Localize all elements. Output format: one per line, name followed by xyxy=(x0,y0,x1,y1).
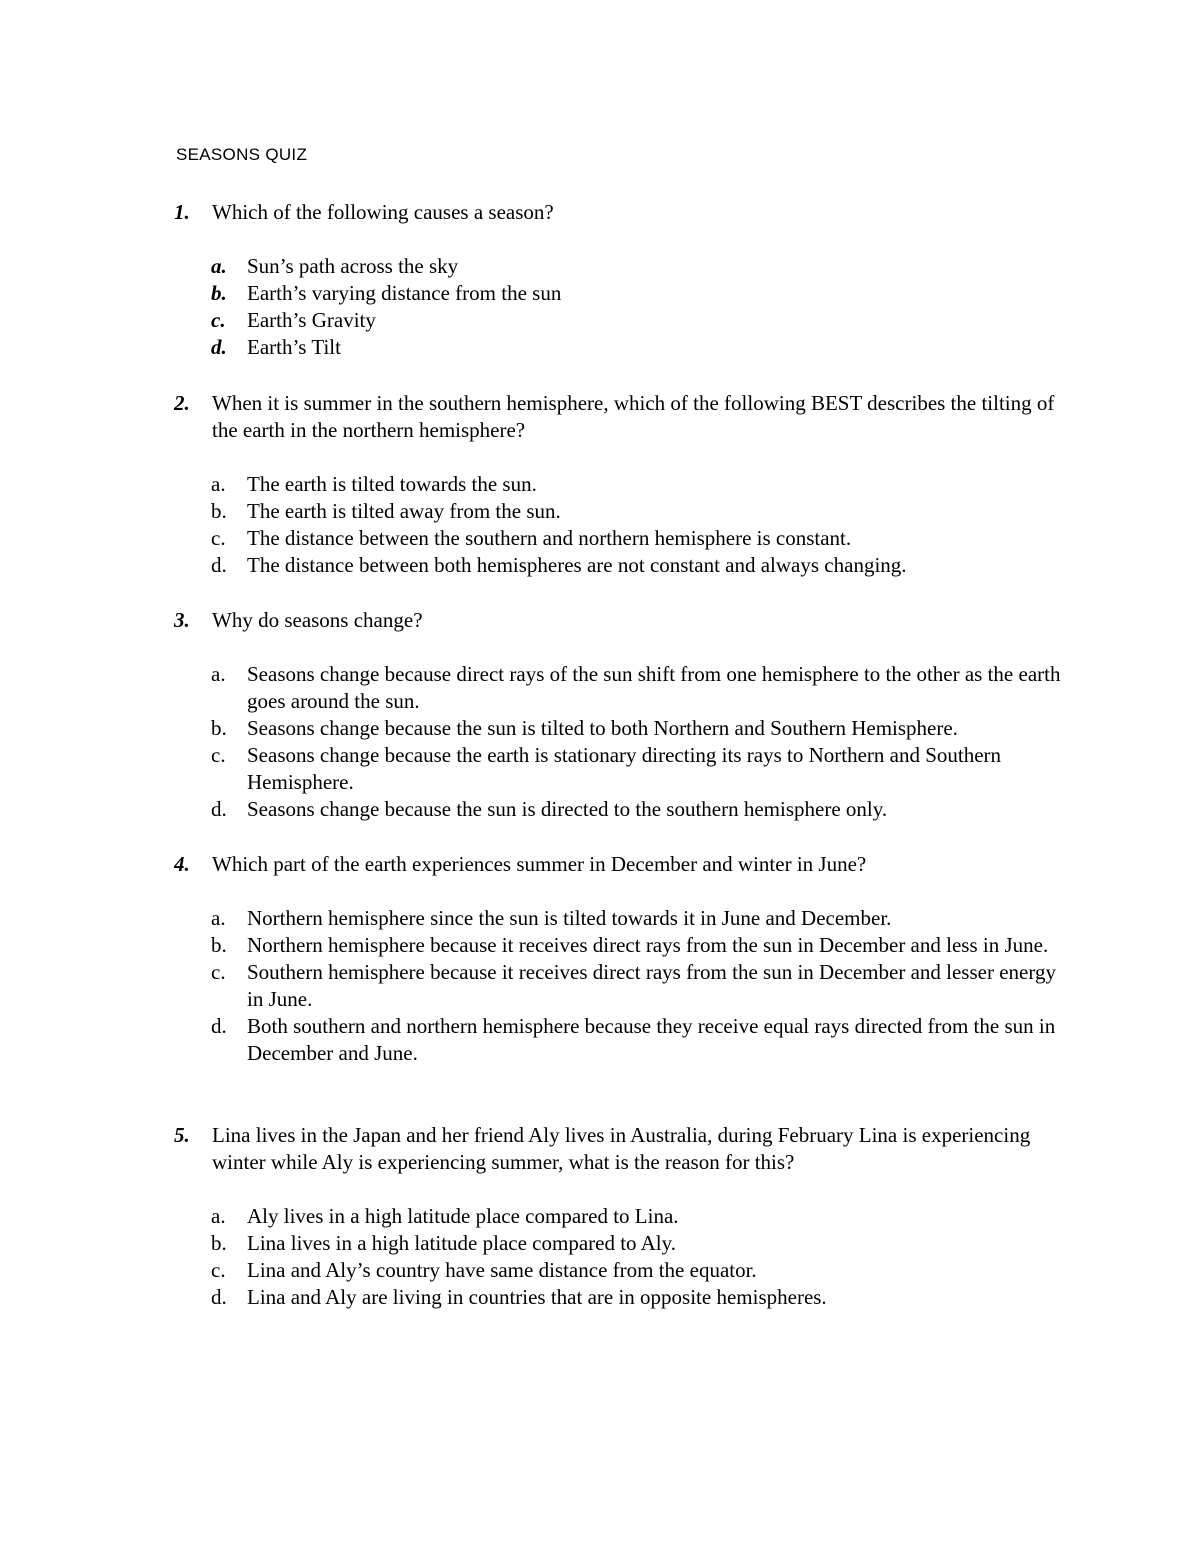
page-title: SEASONS QUIZ xyxy=(176,145,308,164)
option-letter: c. xyxy=(211,308,226,332)
question-text: Which part of the earth experiences summer in December and winter in June? xyxy=(212,852,867,876)
option-item xyxy=(0,959,1200,1013)
option-letter: a. xyxy=(211,906,226,930)
option-letter: c. xyxy=(211,960,226,984)
question-text: Why do seasons change? xyxy=(212,608,423,632)
question-1-options xyxy=(0,253,1200,361)
option-text: Southern hemisphere because it receives direct rays from the sun in December and lesser energy in June. xyxy=(247,960,1056,1011)
question-number: 3. xyxy=(174,608,190,632)
question-5-options xyxy=(0,1203,1200,1311)
option-letter: d. xyxy=(211,335,227,359)
question-text: Lina lives in the Japan and her friend Aly lives in Australia, during February Lina is experiencing winter while Aly is experiencing summer, what is the reason for this? xyxy=(212,1123,1031,1174)
option-letter: d. xyxy=(211,1285,227,1309)
option-text: Sun’s path across the sky xyxy=(247,254,459,278)
option-text: Lina lives in a high latitude place compared to Aly. xyxy=(247,1231,677,1255)
option-text: Seasons change because the earth is stationary directing its rays to Northern and Southern Hemisphere. xyxy=(247,743,1002,794)
option-item xyxy=(0,307,1200,334)
question-number: 4. xyxy=(174,852,190,876)
option-letter: c. xyxy=(211,1258,226,1282)
option-text: Northern hemisphere because it receives direct rays from the sun in December and less in June. xyxy=(247,933,1049,957)
option-text: Seasons change because the sun is tilted to both Northern and Southern Hemisphere. xyxy=(247,716,958,740)
question-number: 2. xyxy=(174,391,190,415)
option-item xyxy=(0,552,1200,579)
option-text: Earth’s Gravity xyxy=(247,308,376,332)
option-letter: d. xyxy=(211,1014,227,1038)
option-letter: c. xyxy=(211,743,226,767)
option-text: Seasons change because direct rays of the sun shift from one hemisphere to the other as the earth goes around the sun. xyxy=(247,662,1061,713)
option-text: The distance between the southern and northern hemisphere is constant. xyxy=(247,526,852,550)
option-item xyxy=(0,932,1200,959)
option-letter: b. xyxy=(211,933,227,957)
option-letter: b. xyxy=(211,1231,227,1255)
option-item xyxy=(0,905,1200,932)
option-text: Both southern and northern hemisphere because they receive equal rays directed from the sun in December and June. xyxy=(247,1014,1056,1065)
option-text: Lina and Aly’s country have same distance from the equator. xyxy=(247,1258,757,1282)
option-text: Lina and Aly are living in countries that are in opposite hemispheres. xyxy=(247,1285,827,1309)
option-text: The distance between both hemispheres are not constant and always changing. xyxy=(247,553,907,577)
option-item xyxy=(0,796,1200,823)
option-item xyxy=(0,280,1200,307)
option-letter: b. xyxy=(211,499,227,523)
option-item xyxy=(0,1203,1200,1230)
option-letter: b. xyxy=(211,281,227,305)
option-letter: a. xyxy=(211,1204,226,1228)
option-text: The earth is tilted away from the sun. xyxy=(247,499,561,523)
option-item xyxy=(0,525,1200,552)
option-text: Northern hemisphere since the sun is tilted towards it in June and December. xyxy=(247,906,892,930)
option-item xyxy=(0,498,1200,525)
option-item xyxy=(0,1013,1200,1067)
option-text: Earth’s Tilt xyxy=(247,335,341,359)
option-letter: d. xyxy=(211,553,227,577)
option-item xyxy=(0,1230,1200,1257)
option-item xyxy=(0,742,1200,796)
option-text: Aly lives in a high latitude place compared to Lina. xyxy=(247,1204,679,1228)
option-text: Earth’s varying distance from the sun xyxy=(247,281,562,305)
option-item xyxy=(0,1257,1200,1284)
question-number: 1. xyxy=(174,200,190,224)
option-letter: c. xyxy=(211,526,226,550)
option-text: Seasons change because the sun is directed to the southern hemisphere only. xyxy=(247,797,888,821)
question-text: Which of the following causes a season? xyxy=(212,200,554,224)
question-number: 5. xyxy=(174,1123,190,1147)
question-2-options xyxy=(0,471,1200,579)
question-4-options xyxy=(0,905,1200,1067)
question-3-options xyxy=(0,661,1200,823)
option-text: The earth is tilted towards the sun. xyxy=(247,472,537,496)
option-item xyxy=(0,661,1200,715)
option-item xyxy=(0,334,1200,361)
option-item xyxy=(0,715,1200,742)
option-letter: a. xyxy=(211,662,226,686)
option-letter: a. xyxy=(211,254,227,278)
option-letter: d. xyxy=(211,797,227,821)
option-letter: a. xyxy=(211,472,226,496)
option-letter: b. xyxy=(211,716,227,740)
option-item xyxy=(0,471,1200,498)
option-item xyxy=(0,253,1200,280)
question-text: When it is summer in the southern hemisphere, which of the following BEST describes the tilting of the earth in the northern hemisphere? xyxy=(212,391,1055,442)
option-item xyxy=(0,1284,1200,1311)
